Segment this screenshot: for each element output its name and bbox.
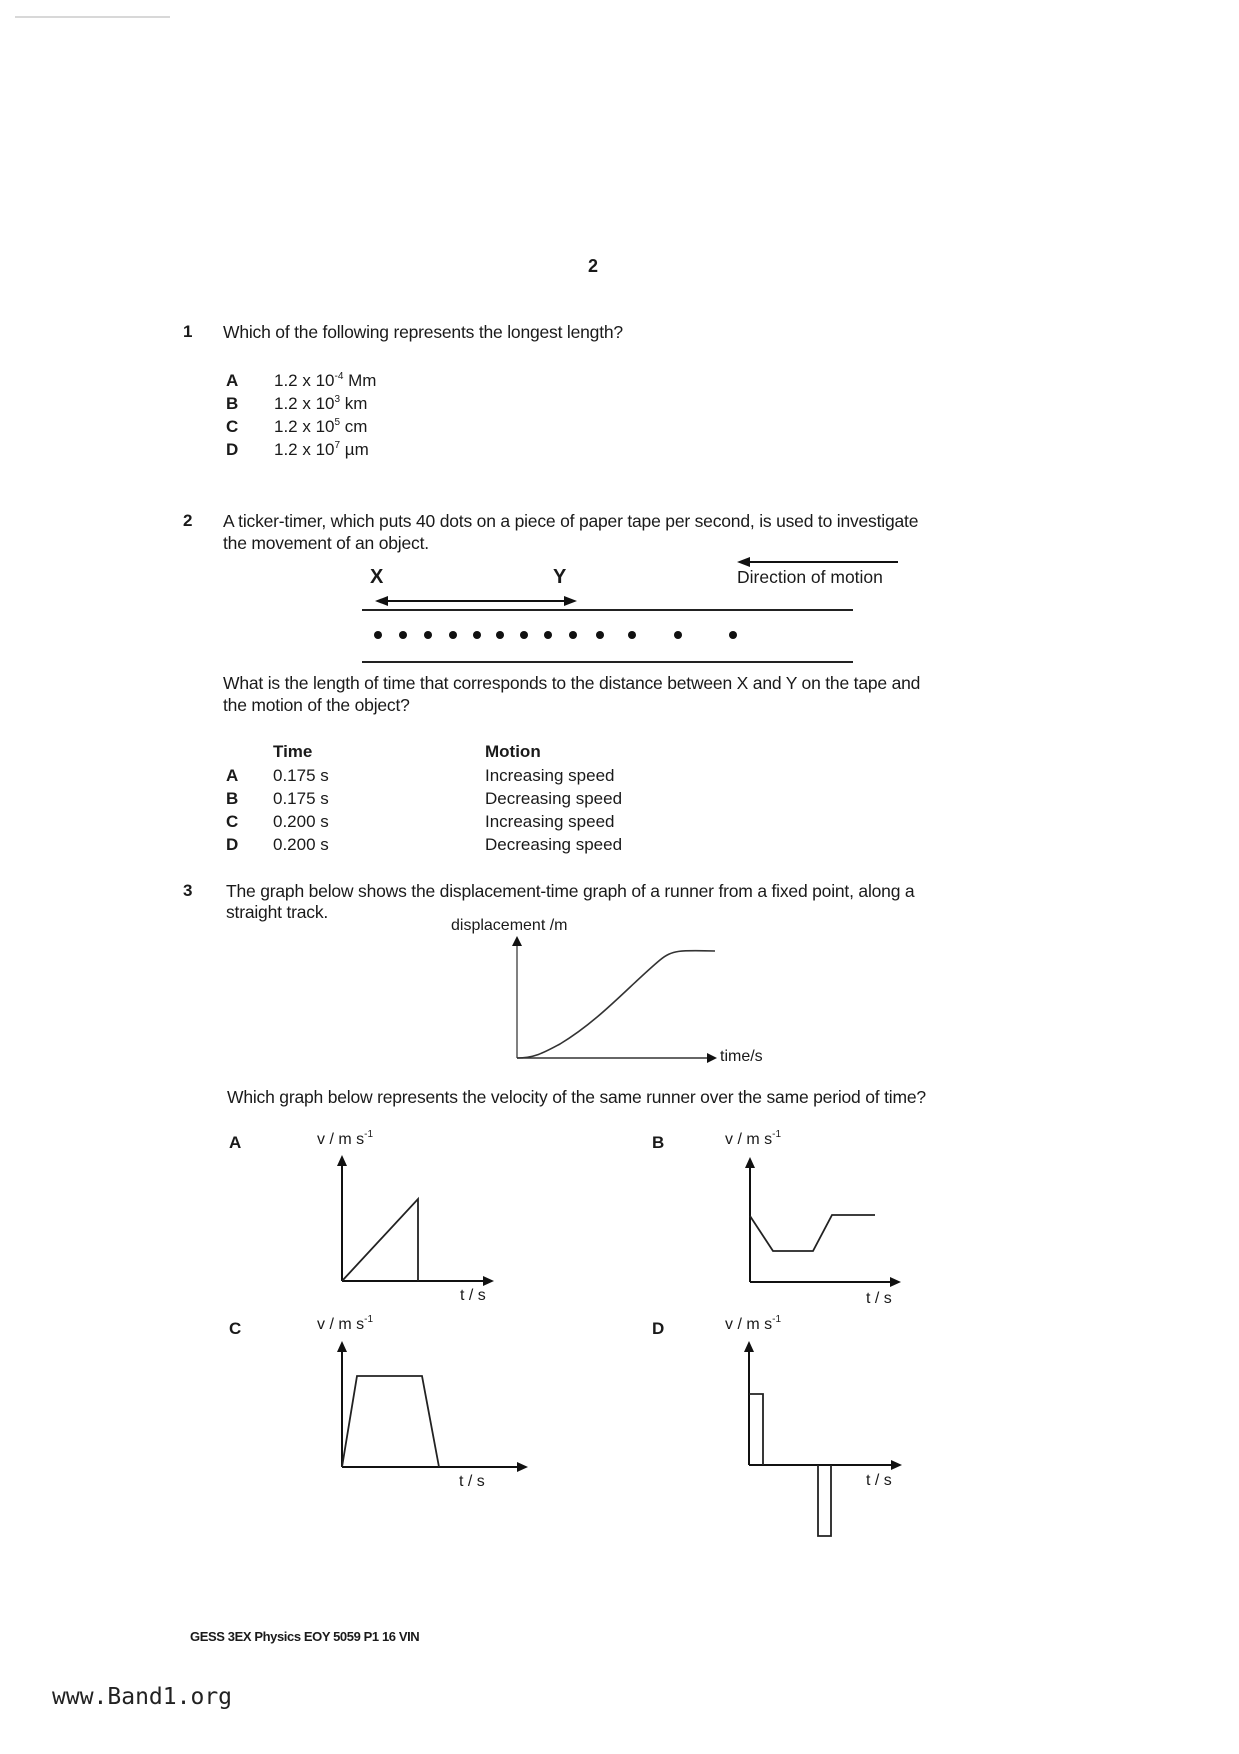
y-axis-label-text: v / m s [317,1316,365,1333]
question-text: Which of the following represents the longest length? [223,322,623,342]
watermark: www.Band1.org [52,1684,233,1710]
header-time: Time [273,742,313,761]
prompt-line-2: the motion of the object? [223,695,410,715]
question-text-line-1: The graph below shows the displacement-time graph of a runner from a fixed point, along a [226,881,915,901]
option-unit: µm [340,440,369,459]
footer-paper-code: GESS 3EX Physics EOY 5059 P1 16 VIN [190,1629,420,1644]
option-mantissa: 1.2 x 10 [274,440,335,459]
option-unit: cm [340,417,368,436]
option-letter: C [226,812,239,831]
option-time: 0.200 s [273,812,329,831]
label-x: X [370,566,384,588]
option-time: 0.175 s [273,766,329,785]
y-axis-label-exponent: -1 [772,1129,782,1140]
x-axis-label: t / s [460,1287,486,1304]
page-number: 2 [588,256,599,276]
y-axis-label-exponent: -1 [772,1314,782,1325]
prompt-line-1: What is the length of time that corresponds to the distance between X and Y on the tape and [223,673,921,693]
option-motion: Decreasing speed [485,789,623,808]
option-exponent: -4 [334,371,344,382]
option-mantissa: 1.2 x 10 [274,417,335,436]
option-exponent: 3 [334,394,341,405]
x-axis-label: t / s [459,1473,485,1490]
x-axis-arrow-icon [891,1460,902,1470]
x-axis-label: t / s [866,1472,892,1489]
y-axis-label-text: v / m s [725,1316,773,1333]
question-number: 3 [183,881,193,900]
option-unit: km [340,394,368,413]
question-text-line-1: A ticker-timer, which puts 40 dots on a piece of paper tape per second, is used to investigate [223,511,919,531]
y-axis-label: displacement /m [451,917,568,934]
option-motion: Increasing speed [485,812,615,831]
option-unit: Mm [343,371,377,390]
y-axis-label-exponent: -1 [364,1314,374,1325]
option-letter: A [229,1133,242,1152]
prompt: Which graph below represents the velocity of the same runner over the same period of time? [227,1087,926,1107]
option-letter: C [226,417,239,436]
x-axis-label: time/s [720,1048,763,1065]
y-axis-arrow-icon [744,1341,754,1352]
option-mantissa: 1.2 x 10 [274,394,335,413]
y-axis-label-text: v / m s [317,1131,365,1148]
option-letter: D [226,440,239,459]
question-number: 2 [183,511,193,530]
option-letter: B [226,789,239,808]
option-letter: A [226,766,239,785]
velocity-positive-pulse [749,1394,763,1465]
option-time: 0.200 s [273,835,329,854]
header-motion: Motion [485,742,541,761]
label-y: Y [553,566,567,588]
y-axis-label-exponent: -1 [364,1129,374,1140]
question-number: 1 [183,322,193,341]
velocity-negative-pulse [818,1465,831,1536]
option-mantissa: 1.2 x 10 [274,371,335,390]
option-time: 0.175 s [273,789,329,808]
option-letter: B [226,394,239,413]
y-axis-label-text: v / m s [725,1131,773,1148]
option-letter: D [226,835,239,854]
direction-of-motion-label: Direction of motion [737,567,883,587]
option-motion: Decreasing speed [485,835,623,854]
question-text-line-2: straight track. [226,902,329,922]
option-letter: D [652,1319,665,1338]
option-letter: C [229,1319,242,1338]
option-letter: A [226,371,239,390]
option-exponent: 5 [334,417,341,428]
question-text-line-2: the movement of an object. [223,533,429,553]
option-motion: Increasing speed [485,766,615,785]
option-exponent: 7 [334,440,341,451]
x-axis-label: t / s [866,1290,892,1307]
option-letter: B [652,1133,665,1152]
